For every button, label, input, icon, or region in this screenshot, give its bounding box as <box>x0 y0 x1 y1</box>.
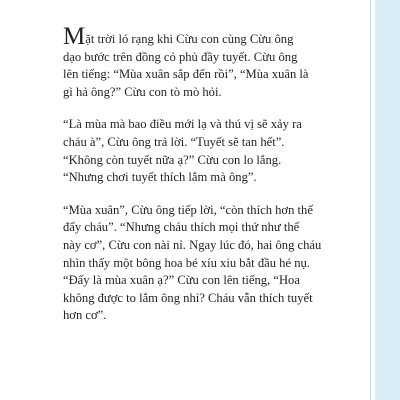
text-line: dạo bước trên đồng cỏ phủ đầy tuyết. Cừu ông <box>63 49 298 64</box>
page-side-stripe <box>375 0 400 400</box>
text-line: “Nhưng chơi tuyết thích lắm mà ông”. <box>63 170 257 185</box>
drop-cap: M <box>63 23 86 50</box>
text-line: lên tiếng: “Mùa xuân sắp đến rồi”, “Mùa xuân là <box>63 67 309 82</box>
text-line: “Đấy là mùa xuân ạ?” Cừu con lên tiếng, “Hoa <box>63 273 300 288</box>
text-line: “Mùa xuân”, Cừu ông tiếp lời, “còn thích hơn thế <box>63 202 313 217</box>
drop-cap-line-rest: ặt trời ló rạng khi Cừu con cùng Cừu ông <box>85 32 294 46</box>
paragraph-1 <box>63 23 363 101</box>
text-line: hơn cơ”. <box>63 308 107 323</box>
text-line: gì hả ông?” Cừu con tò mò hỏi. <box>63 84 222 99</box>
page-edge-line <box>370 0 371 400</box>
paragraph-3 <box>63 202 363 325</box>
text-line <box>63 23 363 50</box>
text-line: cháu à”, Cừu ông trả lời. “Tuyết sẽ tan hết”. <box>63 134 285 149</box>
text-line: này cơ”, Cừu con nài nỉ. Ngay lúc đó, hai ông cháu <box>63 237 322 252</box>
text-line: nhìn thấy một bông hoa bé xíu xiu bắt đầu hé nụ. <box>63 255 310 270</box>
text-line: đấy cháu”. “Nhưng cháu thích mọi thứ như thế <box>63 220 300 235</box>
paragraph-2 <box>63 116 363 186</box>
text-line: “Là mùa mà bao điều mới lạ và thú vị sẽ xảy ra <box>63 117 302 132</box>
story-text <box>63 23 363 340</box>
text-line: “Không còn tuyết nữa ạ?” Cừu con lo lắng. <box>63 152 282 167</box>
text-line: không được to lắm ông nhỉ? Cháu vẫn thích tuyết <box>63 290 313 305</box>
